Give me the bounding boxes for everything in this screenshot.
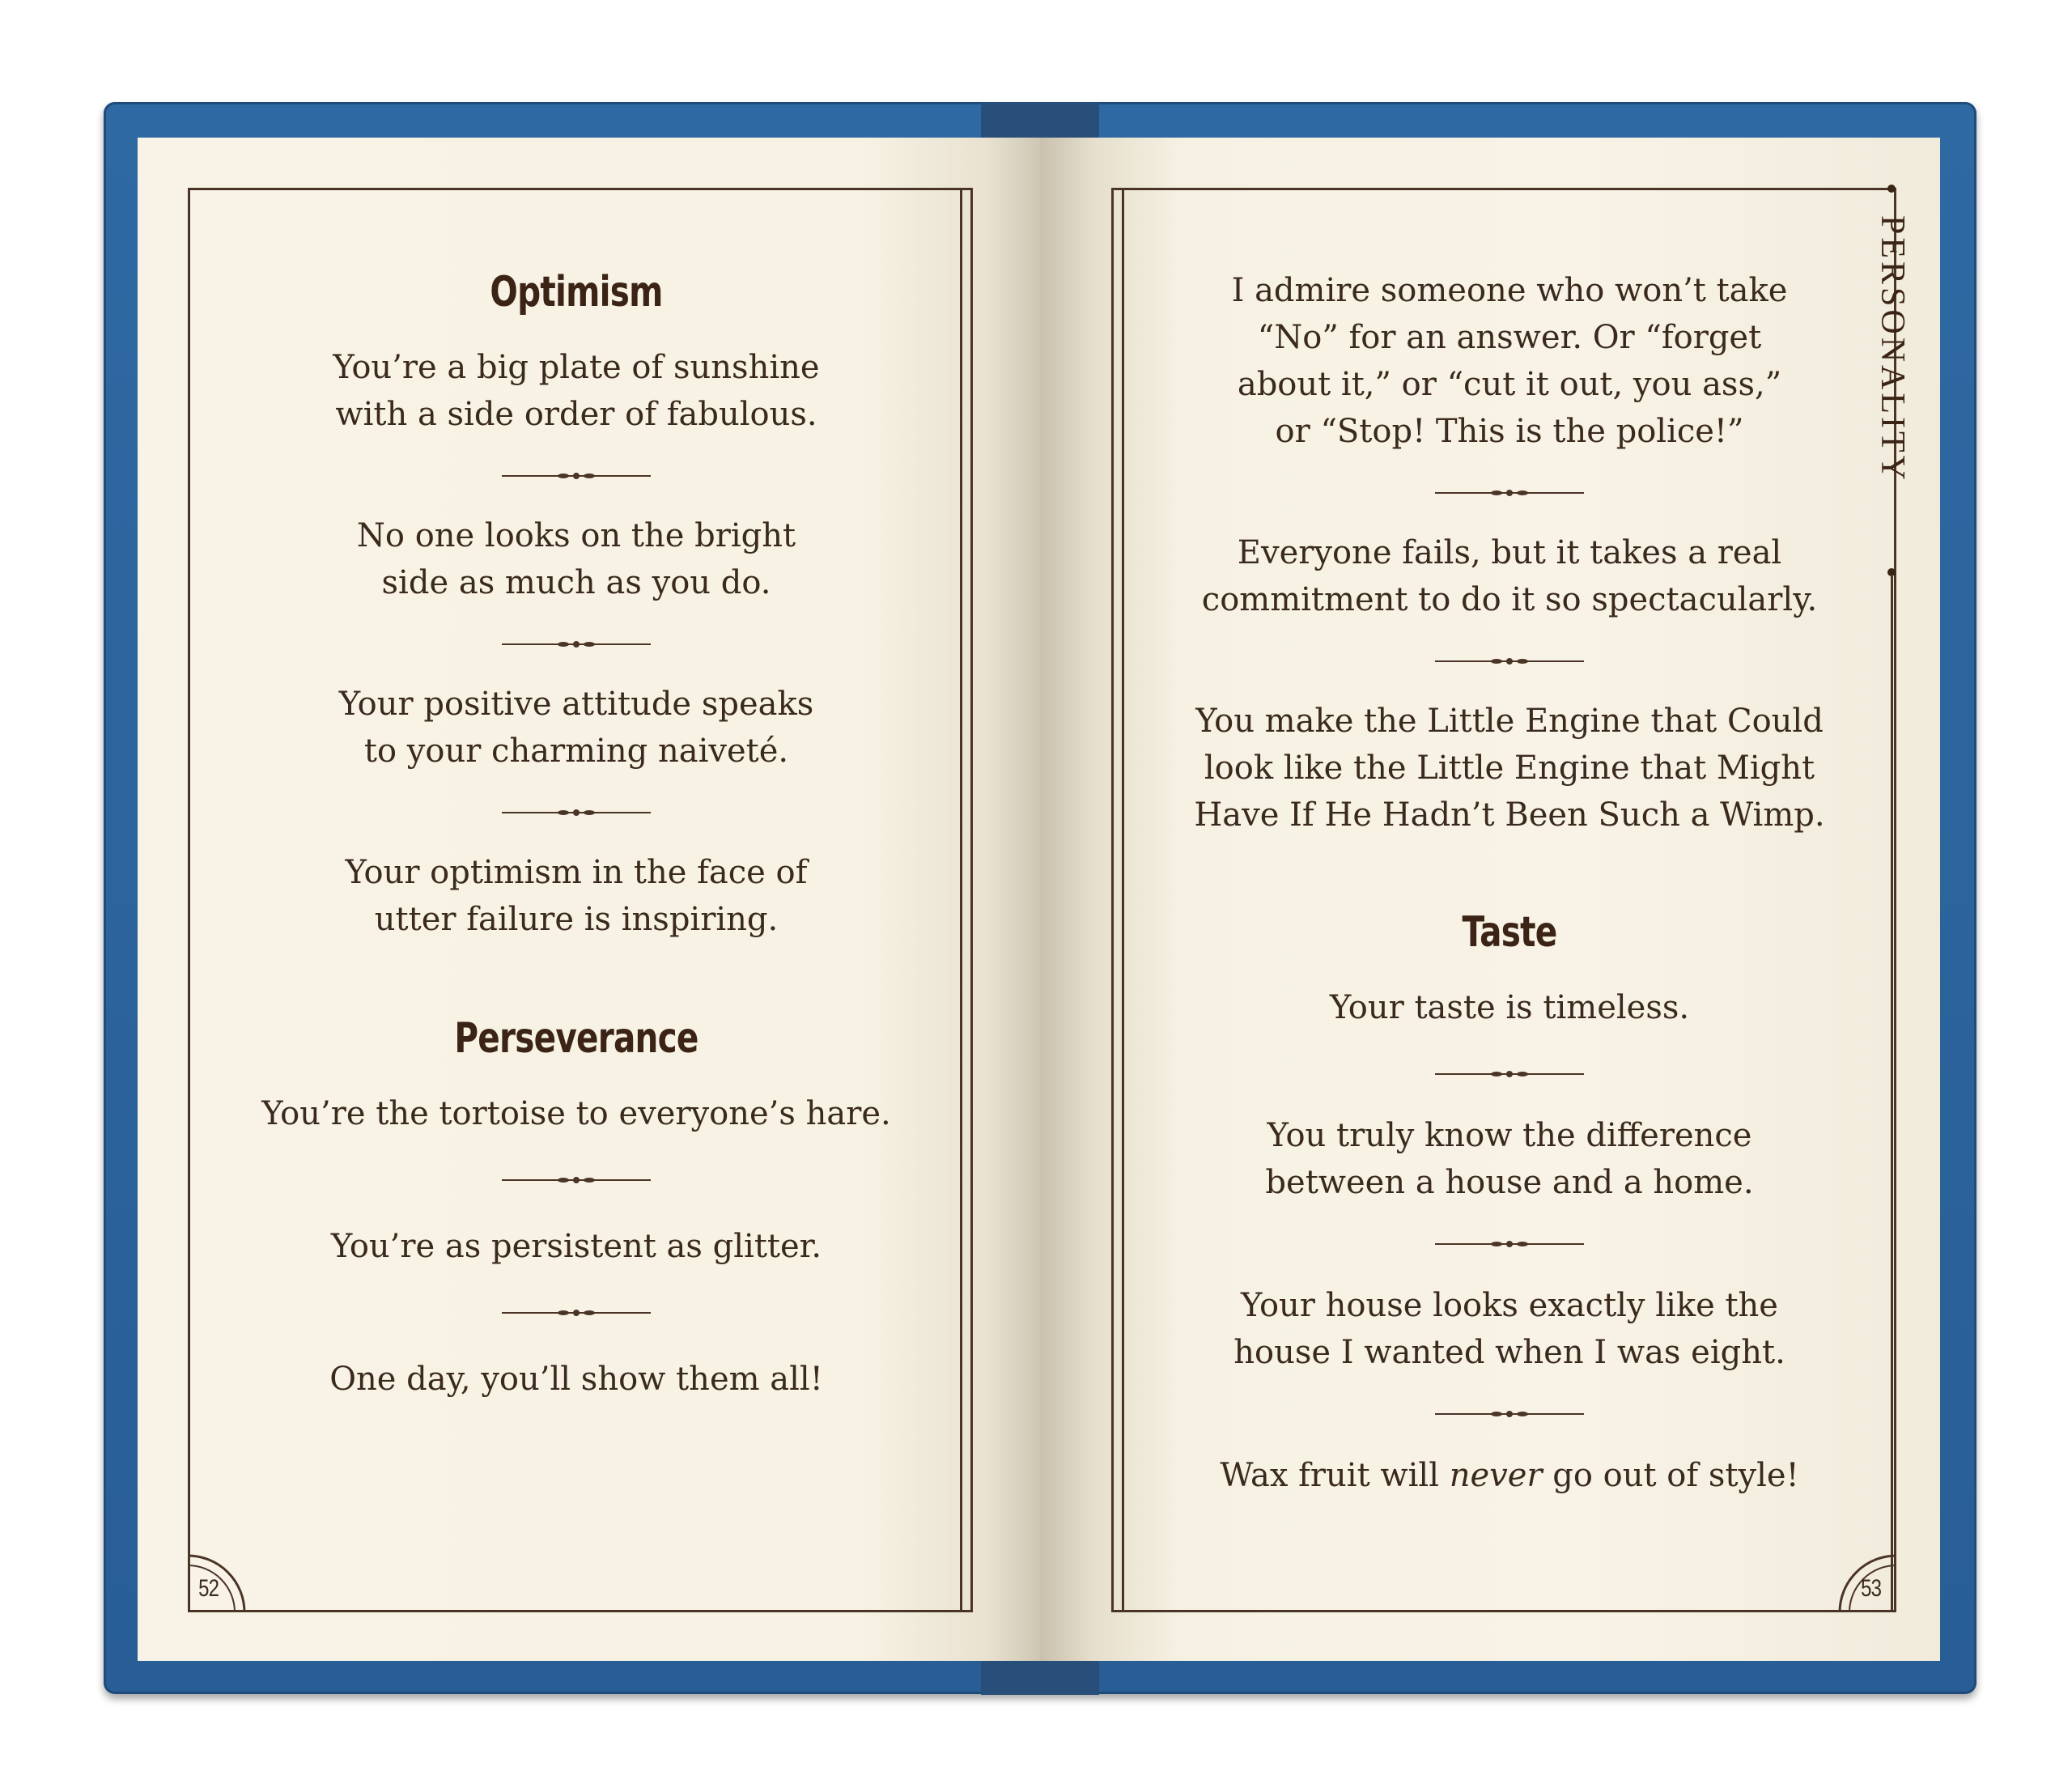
quote: You’re as persistent as glitter. <box>330 1228 822 1265</box>
quote-text: go out of style! <box>1542 1457 1799 1494</box>
divider-ornament <box>1435 656 1584 667</box>
quote: Your taste is timeless. <box>1329 989 1690 1026</box>
quote: You make the Little Engine that Could look like the Little Engine that Might Have If He Hadn’t Been Such a Wimp. <box>1194 703 1825 834</box>
quote: Your house looks exactly like the house I wanted when I was eight. <box>1233 1287 1785 1371</box>
quote: You’re the tortoise to everyone’s hare. <box>261 1095 891 1132</box>
quote: One day, you’ll show them all! <box>329 1361 823 1398</box>
section-heading-optimism: Optimism <box>490 268 663 316</box>
page-corner-ornament-left <box>188 1548 253 1612</box>
divider-ornament <box>502 639 651 650</box>
divider-ornament <box>1435 487 1584 499</box>
quote: I admire someone who won’t take “No” for an answer. Or “forget about it,” or “cut it out, you ass,” or “Stop! This is the police!” <box>1231 272 1788 450</box>
divider-ornament <box>1435 1238 1584 1250</box>
divider-ornament <box>502 1307 651 1319</box>
quote-text: Wax fruit will <box>1220 1457 1450 1494</box>
chapter-tab-rule <box>1891 576 1893 1612</box>
right-page-content <box>1133 267 1886 1499</box>
quote: You truly know the difference between a house and a home. <box>1265 1117 1754 1201</box>
quote: Your optimism in the face of utter failure is inspiring. <box>345 854 808 938</box>
quote-last <box>1133 1452 1886 1499</box>
quote: You’re a big plate of sunshine with a side order of fabulous. <box>333 349 820 433</box>
chapter-tab-label: PERSONALITY <box>1874 215 1911 484</box>
left-page-content <box>204 267 949 1403</box>
divider-ornament <box>502 1174 651 1186</box>
quote: Everyone fails, but it takes a real commitment to do it so spectacularly. <box>1201 534 1818 618</box>
spine-top <box>981 102 1099 138</box>
divider-ornament <box>1435 1408 1584 1420</box>
quote: No one looks on the bright side as much as you do. <box>356 517 796 601</box>
section-heading-taste: Taste <box>1462 908 1557 957</box>
quote: Your positive attitude speaks to your charming naiveté. <box>338 686 814 770</box>
page-number-right: 53 <box>1861 1575 1882 1602</box>
quote-emphasis: never <box>1449 1457 1543 1494</box>
section-heading-perseverance: Perseverance <box>454 1014 698 1063</box>
page-number-left: 52 <box>198 1575 219 1602</box>
chapter-tab-dot-bottom <box>1887 568 1896 576</box>
chapter-tab-dot-top <box>1887 185 1896 193</box>
divider-ornament <box>502 807 651 818</box>
divider-ornament <box>1435 1068 1584 1080</box>
spine-bottom <box>981 1661 1099 1695</box>
divider-ornament <box>502 470 651 482</box>
